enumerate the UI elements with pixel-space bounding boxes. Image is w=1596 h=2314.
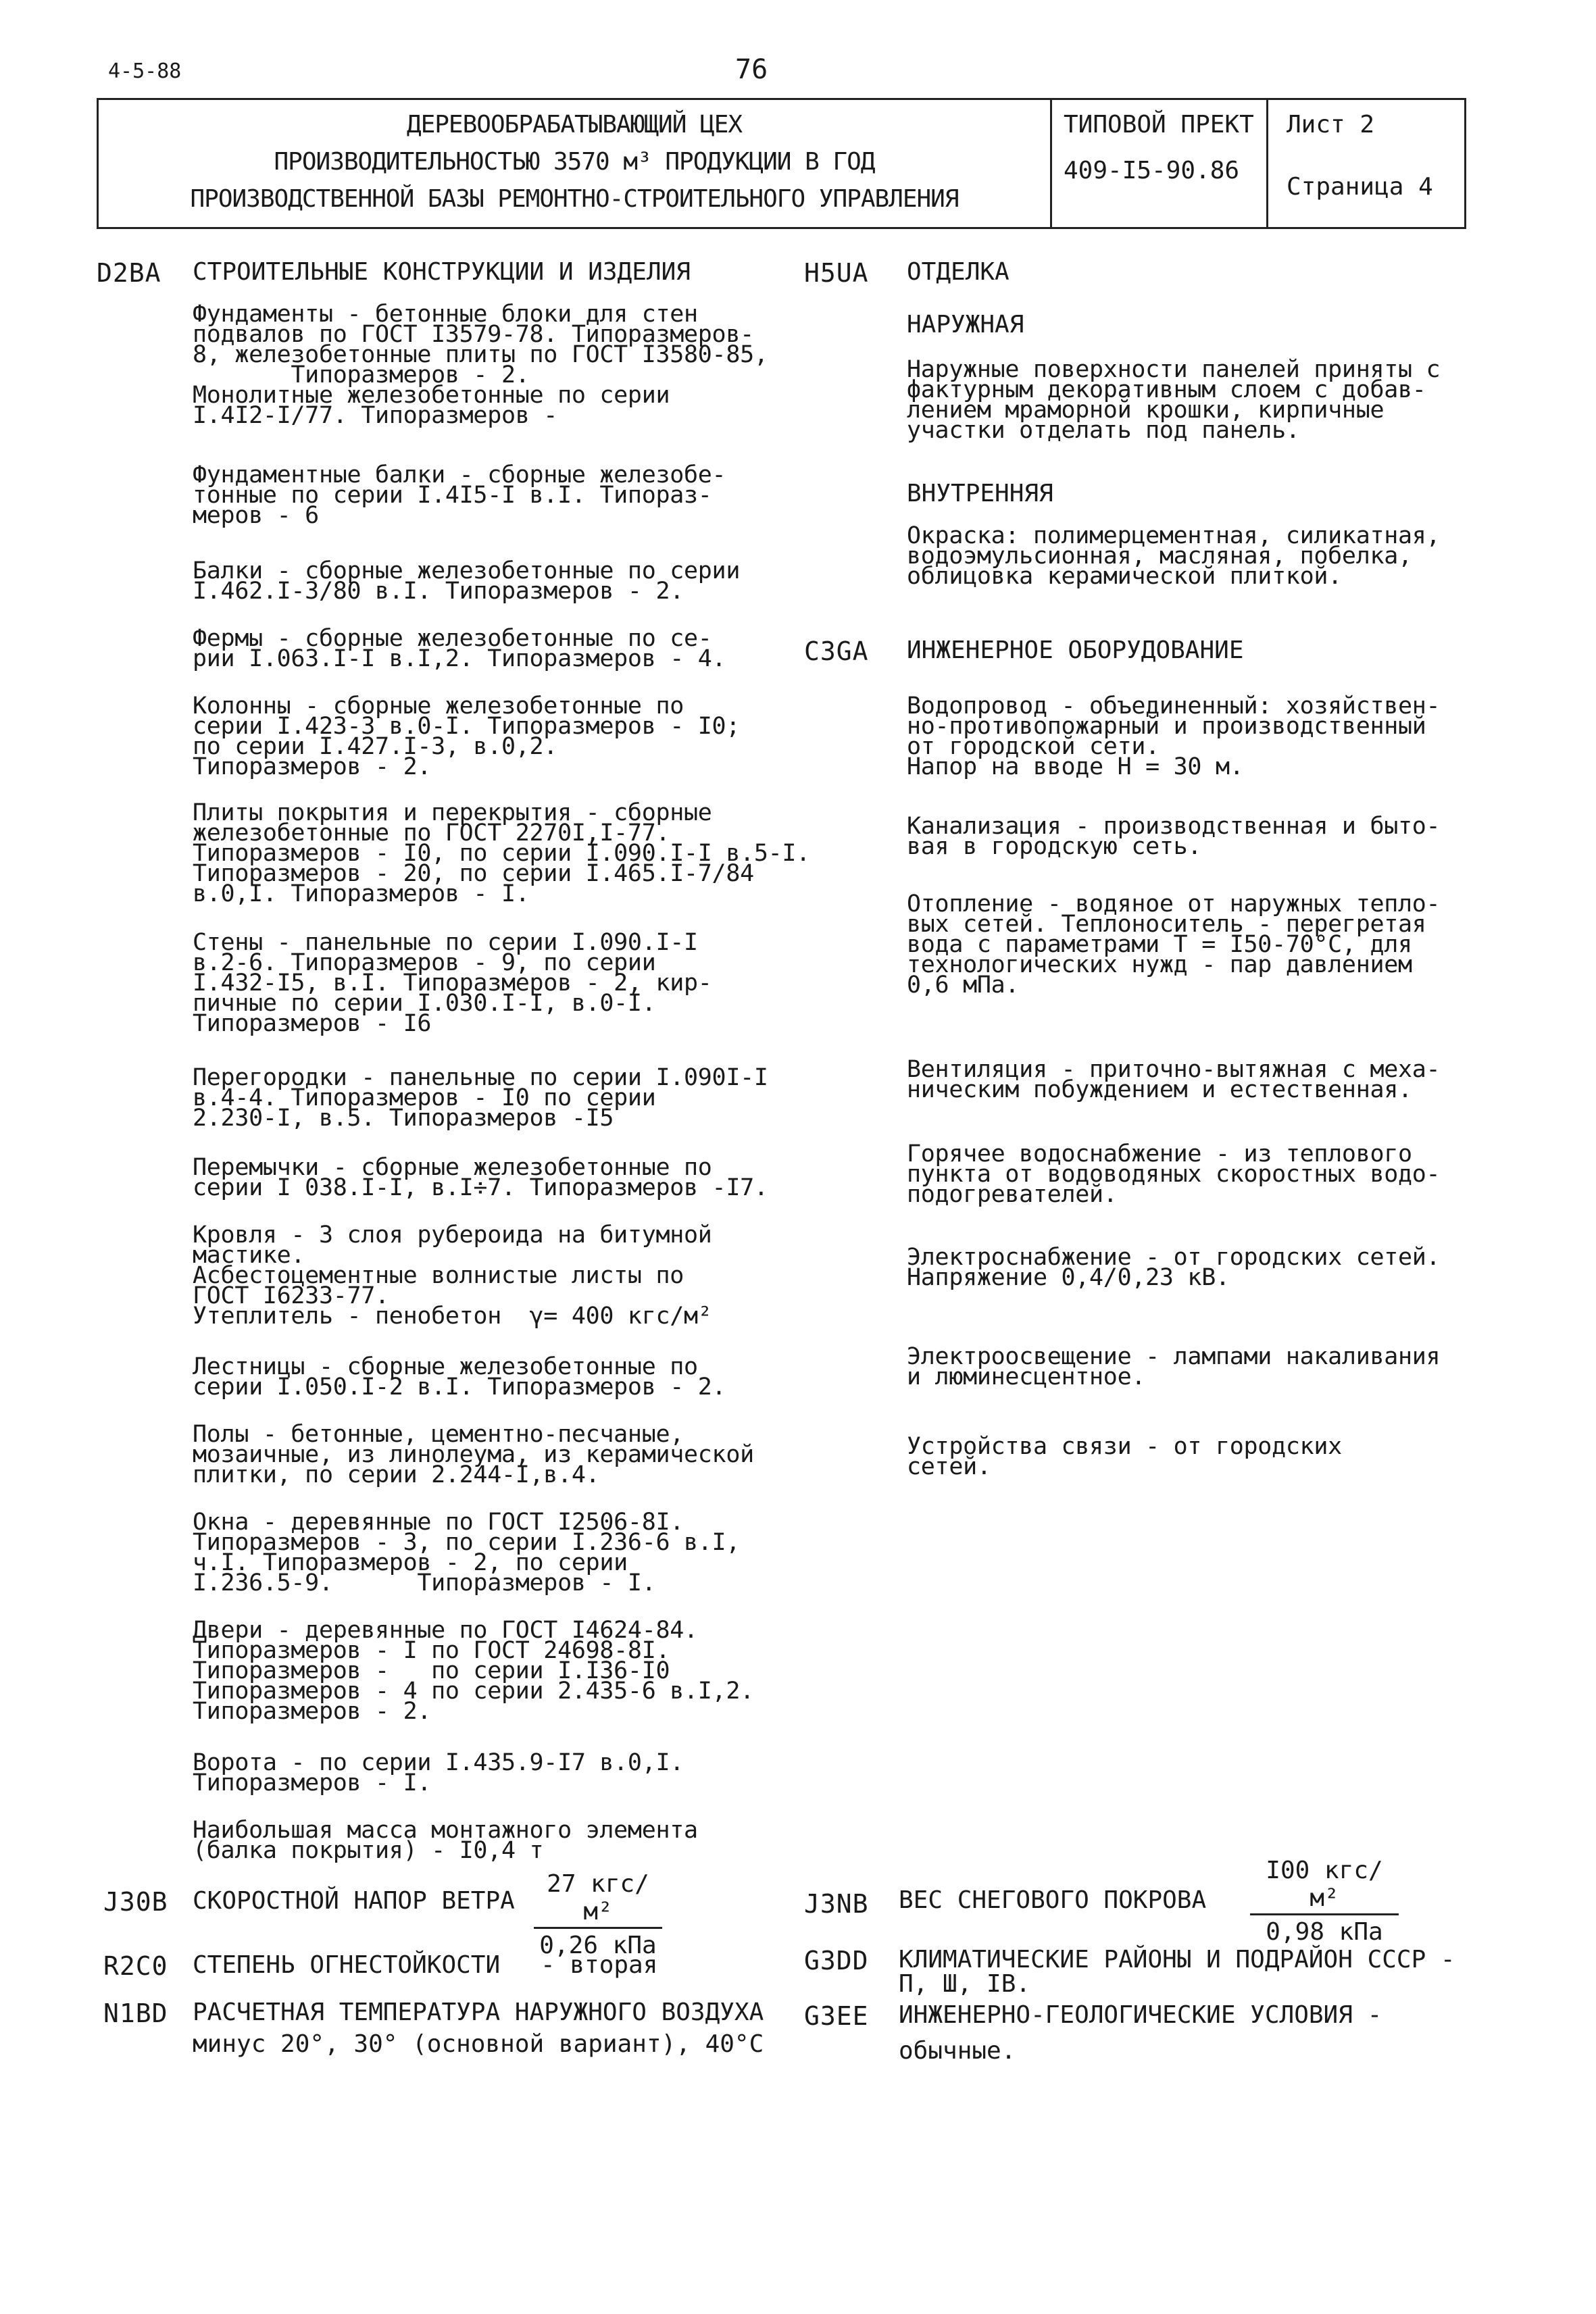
finishing-outer-heading: НАРУЖНАЯ [907,311,1024,338]
finishing-code: H5UA [804,258,869,288]
engineering-heading: ИНЖЕНЕРНОЕ ОБОРУДОВАНИЕ [907,636,1244,664]
paragraph-slabs: Плиты покрытия и перекрытия - сборные железобетонные по ГОСТ 2270I,I-77. Типоразмеров - I0, по серии I.090.I-I в.5-I. Типоразмеров - 20, по серии I.465.I-7/84 в.0,I. Типоразмеров - I. [193,799,810,907]
page-ref: Страница 4 [1287,173,1433,201]
fire-label: СТЕПЕНЬ ОГНЕСТОЙКОСТИ [193,1951,501,1979]
fire-code: R2C0 [103,1951,168,1981]
climate-code: G3DD [804,1946,869,1976]
project-number: 409-I5-90.86 [1064,157,1240,184]
paragraph-floors: Полы - бетонные, цементно-песчаные, мозаичные, из линолеума, из керамической плитки, по серии 2.244-I,в.4. [193,1421,754,1488]
paragraph-max-mass: Наибольшая масса монтажного элемента (балка покрытия) - I0,4 т [193,1817,698,1864]
paragraph-gates: Ворота - по серии I.435.9-I7 в.0,I. Типоразмеров - I. [193,1749,684,1796]
document-code: 4-5-88 [108,59,182,83]
paragraph-sewerage: Канализация - производственная и быто- вая в городскую сеть. [907,813,1441,860]
title-block [97,98,1466,229]
paragraph-outer-finish: Наружные поверхности панелей приняты с фактурным декоративным слоем с добав- лением мраморной крошки, кирпичные участки отделать под панель. [907,356,1441,444]
sheet-number: Лист 2 [1287,111,1375,139]
paragraph-ventilation: Вентиляция - приточно-вытяжная с меха- ническим побуждением и естественная. [907,1056,1441,1103]
paragraph-stairs: Лестницы - сборные железобетонные по серии I.050.I-2 в.I. Типоразмеров - 2. [193,1353,726,1401]
paragraph-beams: Балки - сборные железобетонные по серии I.462.I-3/80 в.I. Типоразмеров - 2. [193,557,741,605]
climate-line-2: П, Ш, IВ. [899,1970,1031,1998]
snow-code: J3NB [804,1889,869,1919]
title-block-name [99,100,1052,227]
paragraph-heating: Отопление - водяное от наружных тепло- вых сетей. Теплоноситель - перегретая вода с параметрами Т = I50-70°С, для технологических нужд - пар давлением 0,6 мПа. [907,890,1441,999]
paragraph-communications: Устройства связи - от городских сетей. [907,1433,1342,1480]
wind-denominator: 0,26 кПа [539,1932,657,1959]
geology-line-1: ИНЖЕНЕРНО-ГЕОЛОГИЧЕСКИЕ УСЛОВИЯ - [899,2001,1382,2029]
fire-value: - вторая [541,1951,658,1979]
paragraph-windows: Окна - деревянные по ГОСТ I2506-8I. Типоразмеров - 3, по серии I.236-6 в.I, ч.I. Типоразмеров - 2, по серии I.236.5-9. Типоразмеров - I. [193,1509,741,1596]
temperature-line-2: минус 20°, 30° (основной вариант), 40°С [193,2030,764,2058]
climate-line-1: КЛИМАТИЧЕСКИЕ РАЙОНЫ И ПОДРАЙОН СССР - [899,1946,1455,1973]
project-label: ТИПОВОЙ ПРЕКТ [1064,111,1254,139]
paragraph-trusses: Фермы - сборные железобетонные по се- рии I.063.I-I в.I,2. Типоразмеров - 4. [193,625,726,672]
paragraph-doors: Двери - деревянные по ГОСТ I4624-84. Типоразмеров - I по ГОСТ 24698-8I. Типоразмеров - по серии I.I36-I0 Типоразмеров - 4 по серии 2.435-6 в.I,2. Типоразмеров - 2. [193,1617,754,1725]
snow-denominator: 0,98 кПа [1266,1918,1383,1946]
engineering-code: C3GA [804,636,869,666]
wind-label: СКОРОСТНОЙ НАПОР ВЕТРА [193,1887,515,1915]
paragraph-walls: Стены - панельные по серии I.090.I-I в.2-6. Типоразмеров - 9, по серии I.432-I5, в.I. Типоразмеров - 2, кир- пичные по серии I.030.I-I, в.0-I. Типоразмеров - I6 [193,929,712,1037]
title-block-sheet [1266,100,1464,227]
title-line-2: ПРОИЗВОДИТЕЛЬНОСТЬЮ 3570 м³ ПРОДУКЦИИ В ГОД [274,148,875,176]
paragraph-partitions: Перегородки - панельные по серии I.090I-I в.4-4. Типоразмеров - I0 по серии 2.230-I, в.5. Типоразмеров -I5 [193,1064,768,1132]
title-block-project [1050,100,1268,227]
paragraph-water-supply: Водопровод - объединенный: хозяйствен- но-противопожарный и производственный от городской сети. Напор на вводе Н = 30 м. [907,693,1441,780]
geology-line-2: обычные. [899,2037,1016,2065]
wind-numerator: 27 кгс/м² [534,1870,662,1929]
finishing-heading: ОТДЕЛКА [907,258,1009,286]
temperature-code: N1BD [103,1998,168,2028]
paragraph-lighting: Электроосвещение - лампами накаливания и люминесцентное. [907,1343,1441,1390]
wind-code: J30B [103,1887,168,1917]
section-code: D2BA [97,258,161,288]
section-heading: СТРОИТЕЛЬНЫЕ КОНСТРУКЦИИ И ИЗДЕЛИЯ [193,258,691,286]
snow-fraction [1250,1857,1399,1946]
paragraph-inner-finish: Окраска: полимерцементная, силикатная, водоэмульсионная, масляная, побелка, облицовка керамической плиткой. [907,522,1441,590]
finishing-inner-heading: ВНУТРЕННЯЯ [907,480,1053,507]
title-line-1: ДЕРЕВООБРАБАТЫВАЮЩИЙ ЦЕХ [406,111,743,139]
snow-label: ВЕС СНЕГОВОГО ПОКРОВА [899,1886,1207,1914]
geology-code: G3EE [804,2001,869,2031]
paragraph-columns: Колонны - сборные железобетонные по серии I.423-3 в.0-I. Типоразмеров - I0; по серии I.427.I-3, в.0,2. Типоразмеров - 2. [193,693,741,780]
paragraph-hot-water: Горячее водоснабжение - из теплового пункта от водоводяных скоростных водо- подогревателей. [907,1140,1441,1208]
paragraph-roofing: Кровля - 3 слоя рубероида на битумной мастике. Асбестоцементные волнистые листы по ГОСТ I6233-77. Утеплитель - пенобетон γ= 400 кгс/м² [193,1222,712,1330]
wind-fraction [534,1870,662,1959]
page-number: 76 [735,54,768,85]
temperature-line-1: РАСЧЕТНАЯ ТЕМПЕРАТУРА НАРУЖНОГО ВОЗДУХА [193,1998,764,2026]
paragraph-foundation-beams: Фундаментные балки - сборные железобе- тонные по серии I.4I5-I в.I. Типораз- меров - 6 [193,461,726,529]
title-line-3: ПРОИЗВОДСТВЕННОЙ БАЗЫ РЕМОНТНО-СТРОИТЕЛЬНОГО УПРАВЛЕНИЯ [190,185,959,213]
snow-numerator: I00 кгс/м² [1250,1857,1399,1915]
paragraph-power: Электроснабжение - от городских сетей. Напряжение 0,4/0,23 кВ. [907,1244,1441,1291]
paragraph-foundations: Фундаменты - бетонные блоки для стен подвалов по ГОСТ I3579-78. Типоразмеров- 8, железобетонные плиты по ГОСТ I3580-85, Типоразмеров - 2. Монолитные железобетонные по серии I.4I2-I/77. Типоразмеров - [193,301,768,429]
paragraph-lintels: Перемычки - сборные железобетонные по серии I 038.I-I, в.I÷7. Типоразмеров -I7. [193,1154,768,1201]
